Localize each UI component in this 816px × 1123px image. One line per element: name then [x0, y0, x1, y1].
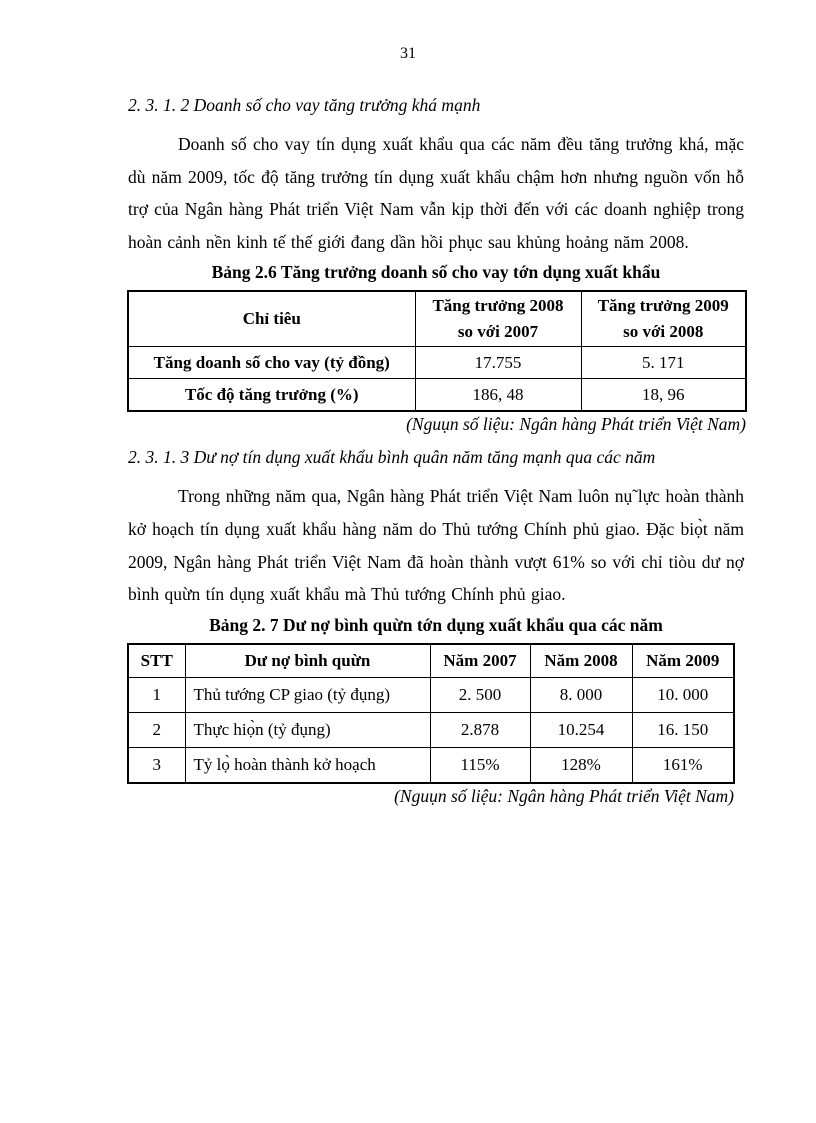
stt-cell: 3	[128, 747, 185, 783]
row-label-cell: Thủ tướng CP giao (tỷ đụng)	[185, 677, 430, 712]
table-header-cell: Năm 2008	[530, 644, 632, 678]
row-label-cell: Tăng doanh số cho vay (tỷ đồng)	[128, 347, 415, 379]
table-row	[128, 379, 746, 412]
value-cell: 16. 150	[632, 712, 734, 747]
table-header-cell: Năm 2009	[632, 644, 734, 678]
table-header-cell: Chỉ tiêu	[128, 291, 415, 347]
value-cell: 8. 000	[530, 677, 632, 712]
stt-cell: 1	[128, 677, 185, 712]
section-2-paragraph: Trong những năm qua, Ngân hàng Phát triển Việt Nam luôn nụ̃ lực hoàn thành kở hoạch tín dụng xuất khẩu hàng năm do Thủ tướng Chính phủ giao. Đặc biọ̀t năm 2009, Ngân hàng Phát triển Việt Nam đã hoàn thành vượt 61% so với chỉ tiòu dư nợ bình quừn tín dụng xuất khẩu mà Thủ tướng Chính phủ giao.	[128, 486, 744, 605]
table-2-caption: Bảng 2. 7 Dư nợ bình quừn tớn dụng xuất khẩu qua các năm	[209, 614, 663, 635]
outstanding-balance-table	[127, 643, 735, 784]
loan-growth-table	[127, 290, 747, 412]
table-row	[128, 347, 746, 379]
value-cell: 10. 000	[632, 677, 734, 712]
page-number: 31	[400, 45, 416, 62]
section-2-heading: 2. 3. 1. 3 Dư nợ tín dụng xuất khẩu bình quân năm tăng mạnh qua các năm	[128, 447, 656, 468]
value-cell: 2.878	[430, 712, 530, 747]
row-label-cell: Tỷ lọ̀ hoàn thành kở hoạch	[185, 747, 430, 783]
value-cell: 161%	[632, 747, 734, 783]
table-row	[128, 677, 734, 712]
value-cell: 128%	[530, 747, 632, 783]
table-header-cell: Dư nợ bình quừn	[185, 644, 430, 678]
row-label-cell: Tốc độ tăng trưởng (%)	[128, 379, 415, 412]
document-content	[128, 94, 744, 808]
table-header-row	[128, 644, 734, 678]
table-header-cell: Năm 2007	[430, 644, 530, 678]
table-row	[128, 712, 734, 747]
value-cell: 2. 500	[430, 677, 530, 712]
section-1-paragraph: Doanh số cho vay tín dụng xuất khẩu qua các năm đều tăng trưởng khá, mặc dù năm 2009, tốc độ tăng trưởng tín dụng xuất khẩu chậm hơn nhưng nguồn vốn hỗ trợ của Ngân hàng Phát triển Việt Nam vẫn kịp thời đến với các doanh nghiệp trong hoàn cảnh nền kinh tế thế giới đang dần hồi phục sau khủng hoảng năm 2008.	[128, 134, 744, 252]
table-header-cell: Tăng trưởng 2008 so với 2007	[415, 291, 581, 347]
value-cell: 115%	[430, 747, 530, 783]
table-header-cell: Tăng trưởng 2009 so với 2008	[581, 291, 746, 347]
table-row	[128, 747, 734, 783]
table-header-cell: STT	[128, 644, 185, 678]
value-cell: 18, 96	[581, 379, 746, 412]
table-1-source-note: (Nguụn số liệu: Ngân hàng Phát triển Việt Nam)	[406, 414, 746, 435]
value-cell: 186, 48	[415, 379, 581, 412]
value-cell: 17.755	[415, 347, 581, 379]
table-2-source-note: (Nguụn số liệu: Ngân hàng Phát triển Việt Nam)	[394, 785, 734, 806]
section-1-heading: 2. 3. 1. 2 Doanh số cho vay tăng trưởng khá mạnh	[128, 95, 481, 115]
stt-cell: 2	[128, 712, 185, 747]
table-header-row	[128, 291, 746, 347]
table-1-caption: Bảng 2.6 Tăng trưởng doanh số cho vay tớn dụng xuất khẩu	[211, 262, 661, 283]
value-cell: 5. 171	[581, 347, 746, 379]
row-label-cell: Thực hiọ̀n (tỷ đụng)	[185, 712, 430, 747]
value-cell: 10.254	[530, 712, 632, 747]
